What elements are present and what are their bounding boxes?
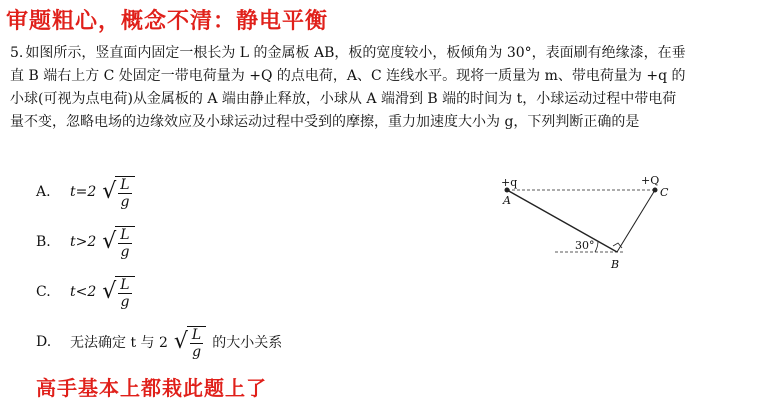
label-charge-q: +q (501, 176, 518, 189)
sqrt-symbol: √ $\frac{L}{g}$ (102, 222, 134, 262)
angle-arc (595, 241, 598, 252)
fraction-numerator: L (191, 327, 202, 343)
fraction-numerator: L (120, 277, 130, 293)
metal-plate (507, 190, 617, 252)
diagram-svg (495, 172, 695, 277)
question-number: 5. (10, 45, 24, 61)
question-body: 如图所示，竖直面内固定一根长为 L 的金属板 AB，板的宽度较小，板倾角为 30°，表面刷有绝缘漆，在垂直 B 端右上方 C 处固定一带电荷量为 +Q 的点电荷，A、C 连线水平。现将一质量为 m、带电荷量为 +q 的小球(可视为点电荷)从金属板的 A 端由静止释放，小球从 A 端滑到 B 端的时间为 t，小球运动过程中带电荷量不变，忽略电场的边缘效应及小球运动过程中受到的摩擦，重力加速度大小为 g，下列判断正确的是 (10, 45, 686, 130)
fraction-denominator: g (120, 244, 130, 260)
line-bc (617, 190, 655, 252)
option-b[interactable] (36, 222, 135, 262)
sqrt-symbol: √ $\frac{L}{g}$ (174, 322, 206, 362)
option-c-label: C. (36, 284, 51, 300)
physics-diagram (495, 172, 695, 277)
label-c: C (660, 186, 669, 199)
question-text (10, 42, 690, 134)
fraction-denominator: g (192, 344, 202, 360)
option-d[interactable] (36, 322, 282, 362)
label-b: B (611, 258, 620, 271)
option-b-prefix: t>2 (70, 234, 97, 250)
sqrt-symbol: √ $\frac{L}{g}$ (102, 272, 134, 312)
fraction-numerator: L (120, 227, 130, 243)
fraction-denominator: g (120, 194, 130, 210)
option-a-prefix: t=2 (70, 184, 97, 200)
option-d-label: D. (36, 334, 52, 350)
fraction-numerator: L (120, 177, 130, 193)
option-a[interactable] (36, 172, 135, 212)
point-charge-icon (653, 188, 658, 193)
option-c-prefix: t<2 (70, 284, 97, 300)
label-angle: 30° (575, 239, 595, 252)
option-d-suffix: 的大小关系 (212, 335, 283, 351)
sqrt-symbol: √ $\frac{L}{g}$ (102, 172, 134, 212)
label-a: A (503, 194, 511, 207)
option-d-prefix: 无法确定 t 与 2 (70, 335, 168, 351)
option-c[interactable] (36, 272, 135, 312)
fraction-denominator: g (120, 294, 130, 310)
header-title: 审题粗心，概念不清：静电平衡 (6, 9, 329, 34)
footer-note: 高手基本上都栽此题上了 (36, 376, 267, 400)
label-charge-Q: +Q (641, 174, 660, 187)
option-b-label: B. (36, 234, 51, 250)
option-a-label: A. (36, 184, 51, 200)
